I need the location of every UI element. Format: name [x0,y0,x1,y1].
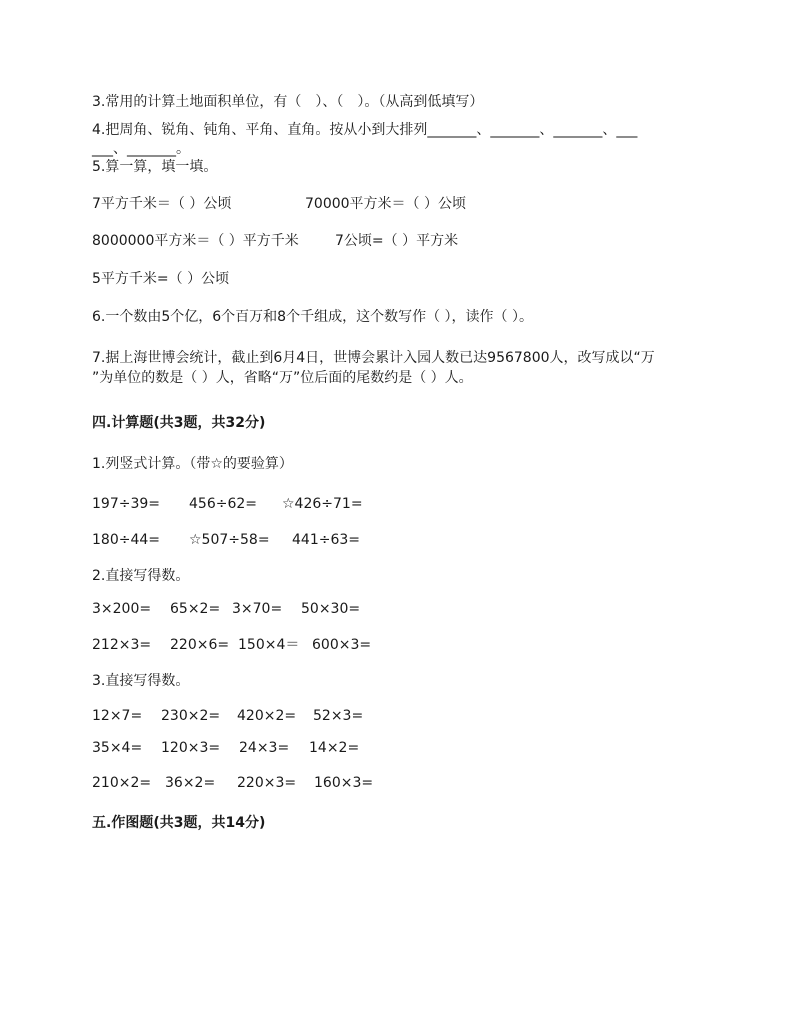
question-7-line-2: ”为单位的数是（ ）人，省略“万”位后面的尾数约是（ ）人。 [92,370,473,386]
calc-item: 456÷62= [189,496,257,512]
calc-item: 50×30= [301,601,361,617]
question-3: 3.常用的计算土地面积单位，有（ ）、（ ）。（从高到低填写） [92,94,484,110]
question-4-line-1: 4.把周角、锐角、钝角、平角、直角。按从小到大排列_______、_______、_______、___ [92,122,638,138]
calc-item: 52×3= [313,708,364,724]
section-4-heading: 四.计算题(共3题，共32分) [92,415,266,431]
section-4-q3-title: 3.直接写得数。 [92,673,190,689]
conversion-item: 5平方千米=（ ）公顷 [92,271,230,287]
question-7-line-1: 7.据上海世博会统计，截止到6月4日，世博会累计入园人数已达9567800人，改写成以“万 [92,350,655,366]
calc-item: ☆426÷71= [282,496,363,512]
calc-item: 230×2= [161,708,221,724]
calc-item: 120×3= [161,740,221,756]
calc-item: 65×2= [170,601,221,617]
conversion-item: 70000平方米＝（ ）公顷 [305,196,466,212]
calc-item: 36×2= [165,775,216,791]
calc-item: 220×3= [237,775,297,791]
conversion-item: 7公顷=（ ）平方米 [335,233,459,249]
calc-item: 24×3= [239,740,290,756]
question-6: 6.一个数由5个亿，6个百万和8个千组成，这个数写作（ ），读作（ ）。 [92,309,533,325]
section-5-heading: 五.作图题(共3题，共14分) [92,815,266,831]
calc-item: 12×7= [92,708,143,724]
calc-item: ☆507÷58= [189,532,270,548]
calc-item: 180÷44= [92,532,160,548]
section-4-q1-title: 1.列竖式计算。（带☆的要验算） [92,456,293,472]
calc-item: 220×6= [170,637,230,653]
section-4-q2-title: 2.直接写得数。 [92,568,190,584]
question-4-line-2: ___、_______。 [92,141,190,157]
calc-item: 210×2= [92,775,152,791]
conversion-item: 8000000平方米＝（ ）平方千米 [92,233,299,249]
calc-item: 14×2= [309,740,360,756]
calc-item: 3×200= [92,601,152,617]
question-5-title: 5.算一算，填一填。 [92,159,218,175]
calc-item: 441÷63= [292,532,360,548]
calc-item: 150×4＝ [238,637,300,653]
calc-item: 420×2= [237,708,297,724]
calc-item: 35×4= [92,740,143,756]
conversion-item: 7平方千米＝（ ）公顷 [92,196,232,212]
calc-item: 160×3= [314,775,374,791]
calc-item: 3×70= [232,601,283,617]
calc-item: 212×3= [92,637,152,653]
calc-item: 197÷39= [92,496,160,512]
calc-item: 600×3= [312,637,372,653]
